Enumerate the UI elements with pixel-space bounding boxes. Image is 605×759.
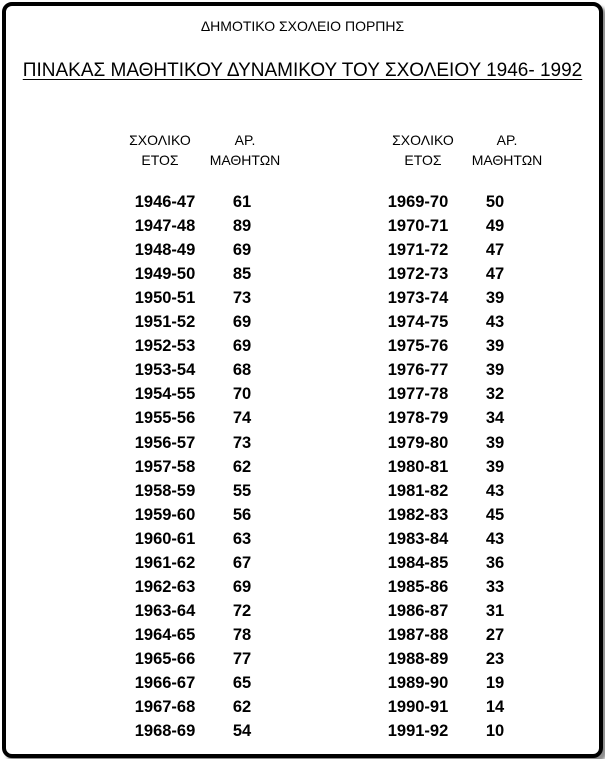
right-student-count: 49 [485,217,505,235]
right-school-year: 1985-86 [387,578,449,596]
left-school-year: 1948-49 [134,241,196,259]
right-school-year: 1983-84 [387,530,449,548]
right-count-header-line1: ΑΡ. [496,132,518,148]
right-school-year: 1978-79 [387,409,449,427]
right-school-year: 1972-73 [387,265,449,283]
left-year-header-line1: ΣΧΟΛΙΚΟ [129,132,191,148]
left-student-count: 74 [232,409,252,427]
left-school-year: 1960-61 [134,530,196,548]
left-student-count: 62 [232,698,252,716]
right-school-year: 1986-87 [387,602,449,620]
left-student-count: 63 [232,530,252,548]
right-school-year: 1974-75 [387,313,449,331]
right-student-count: 14 [485,698,505,716]
right-school-year: 1988-89 [387,650,449,668]
right-school-year: 1989-90 [387,674,449,692]
right-student-count: 43 [485,482,505,500]
right-student-count: 36 [485,554,505,572]
left-student-count: 77 [232,650,252,668]
right-school-year: 1982-83 [387,506,449,524]
right-school-year: 1969-70 [387,193,449,211]
left-student-count: 73 [232,289,252,307]
left-year-header-line2: ΕΤΟΣ [141,152,179,168]
left-student-count: 78 [232,626,252,644]
left-school-year: 1955-56 [134,409,196,427]
left-student-count: 69 [232,337,252,355]
right-school-year: 1976-77 [387,361,449,379]
right-school-year: 1977-78 [387,385,449,403]
right-student-count: 27 [485,626,505,644]
left-student-count: 73 [232,434,252,452]
left-student-count: 69 [232,578,252,596]
left-school-year: 1959-60 [134,506,196,524]
right-school-year: 1973-74 [387,289,449,307]
left-school-year: 1956-57 [134,434,196,452]
table-title: ΠΙΝΑΚΑΣ ΜΑΘΗΤΙΚΟΥ ΔΥΝΑΜΙΚΟΥ ΤΟΥ ΣΧΟΛΕΙΟΥ 1946- 1992 [22,60,583,81]
left-student-count: 65 [232,674,252,692]
left-student-count: 72 [232,602,252,620]
right-student-count: 43 [485,313,505,331]
right-student-count: 33 [485,578,505,596]
right-school-year: 1990-91 [387,698,449,716]
left-count-header-line1: ΑΡ. [234,132,256,148]
left-school-year: 1957-58 [134,458,196,476]
left-student-count: 70 [232,385,252,403]
right-school-year: 1981-82 [387,482,449,500]
left-student-count: 68 [232,361,252,379]
right-school-year: 1987-88 [387,626,449,644]
right-student-count: 47 [485,241,505,259]
left-student-count: 62 [232,458,252,476]
left-school-year: 1966-67 [134,674,196,692]
right-year-header-line1: ΣΧΟΛΙΚΟ [392,132,454,148]
right-student-count: 39 [485,361,505,379]
left-count-header-line2: ΜΑΘΗΤΩΝ [209,152,281,168]
right-school-year: 1984-85 [387,554,449,572]
left-student-count: 67 [232,554,252,572]
right-school-year: 1991-92 [387,722,449,740]
left-school-year: 1962-63 [134,578,196,596]
right-student-count: 39 [485,289,505,307]
left-school-year: 1954-55 [134,385,196,403]
right-student-count: 50 [485,193,505,211]
right-student-count: 19 [485,674,505,692]
left-school-year: 1963-64 [134,602,196,620]
left-student-count: 69 [232,313,252,331]
right-student-count: 10 [485,722,505,740]
right-student-count: 43 [485,530,505,548]
left-school-year: 1949-50 [134,265,196,283]
left-school-year: 1946-47 [134,193,196,211]
left-school-year: 1968-69 [134,722,196,740]
right-student-count: 32 [485,385,505,403]
left-school-year: 1952-53 [134,337,196,355]
right-student-count: 47 [485,265,505,283]
right-school-year: 1971-72 [387,241,449,259]
right-year-header [383,130,463,170]
right-student-count: 39 [485,337,505,355]
left-student-count: 54 [232,722,252,740]
left-school-year: 1951-52 [134,313,196,331]
left-student-count: 61 [232,193,252,211]
right-student-count: 31 [485,602,505,620]
left-student-count: 56 [232,506,252,524]
left-school-year: 1953-54 [134,361,196,379]
left-year-header [120,130,200,170]
right-student-count: 39 [485,458,505,476]
right-student-count: 23 [485,650,505,668]
left-school-year: 1950-51 [134,289,196,307]
right-school-year: 1975-76 [387,337,449,355]
left-count-header [200,130,290,170]
right-count-header [462,130,552,170]
school-name: ΔΗΜΟΤΙΚΟ ΣΧΟΛΕΙΟ ΠΟΡΠΗΣ [200,18,405,34]
left-student-count: 55 [232,482,252,500]
left-school-year: 1961-62 [134,554,196,572]
right-count-header-line2: ΜΑΘΗΤΩΝ [471,152,543,168]
right-year-header-line2: ΕΤΟΣ [404,152,442,168]
left-school-year: 1965-66 [134,650,196,668]
right-student-count: 34 [485,409,505,427]
left-student-count: 89 [232,217,252,235]
right-school-year: 1979-80 [387,434,449,452]
left-school-year: 1967-68 [134,698,196,716]
right-student-count: 39 [485,434,505,452]
left-student-count: 69 [232,241,252,259]
left-school-year: 1947-48 [134,217,196,235]
left-school-year: 1958-59 [134,482,196,500]
right-school-year: 1970-71 [387,217,449,235]
left-student-count: 85 [232,265,252,283]
left-school-year: 1964-65 [134,626,196,644]
right-school-year: 1980-81 [387,458,449,476]
right-student-count: 45 [485,506,505,524]
